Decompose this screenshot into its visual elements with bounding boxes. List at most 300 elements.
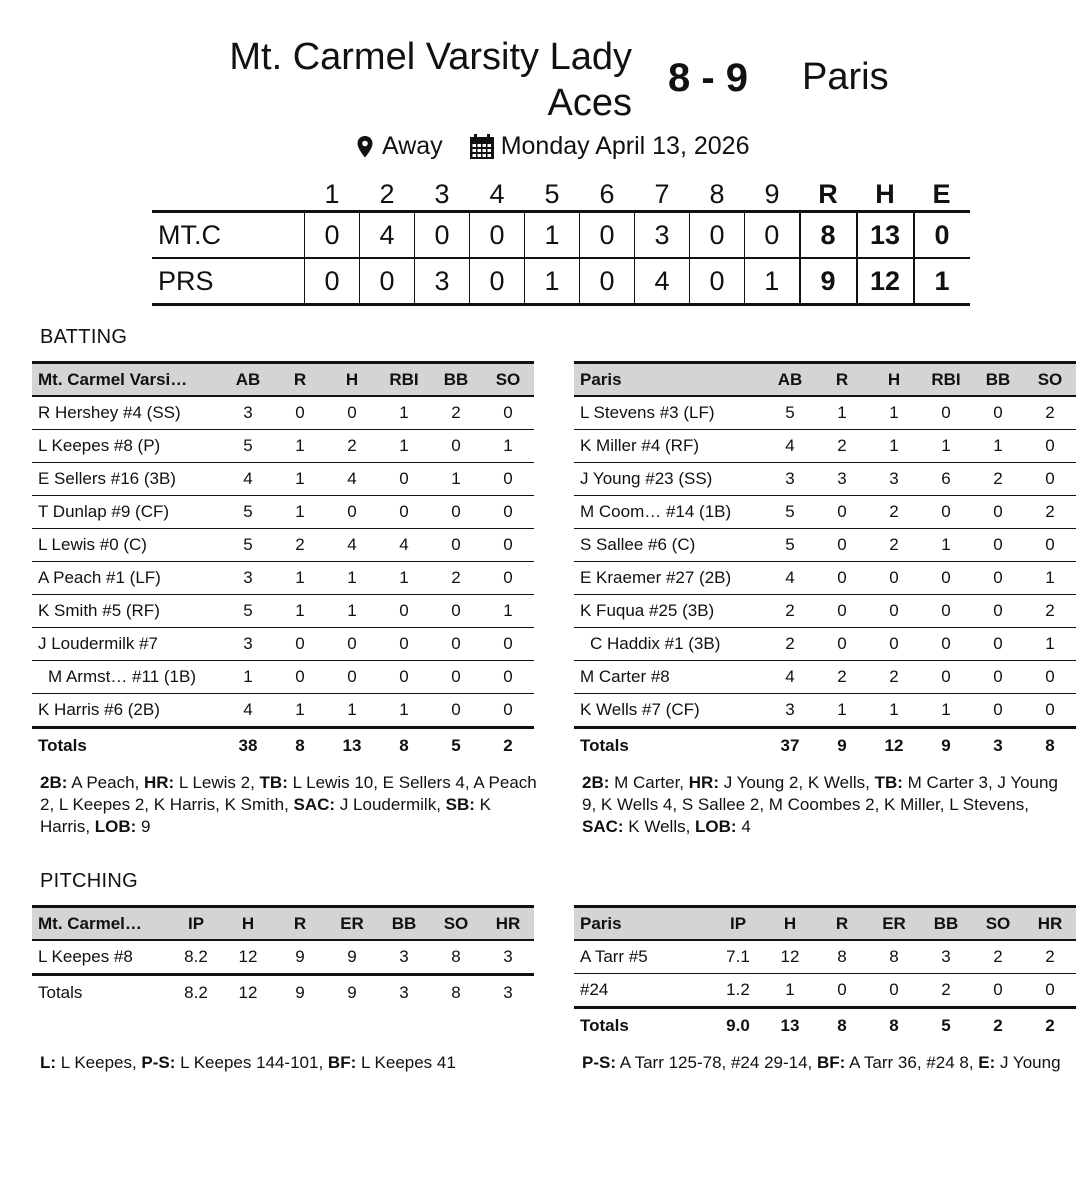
totals-cell: 5: [451, 736, 461, 755]
stat-cell: 0: [378, 463, 430, 496]
note-label: LOB:: [94, 817, 137, 836]
inning-header: 1: [324, 178, 340, 209]
stat-cell: 0: [482, 396, 534, 430]
stat-cell: 1: [378, 396, 430, 430]
stat-column-header: R: [816, 907, 868, 941]
stat-cell: 5: [222, 595, 274, 628]
stat-cell: 2: [1024, 595, 1076, 628]
stat-cell: 2: [1024, 396, 1076, 430]
inning-runs: 0: [690, 212, 745, 259]
stat-column-header: BB: [920, 907, 972, 941]
stat-cell: 1: [274, 463, 326, 496]
totals-cell: 8: [837, 1016, 847, 1035]
stat-column-header: BB: [972, 363, 1024, 397]
table-row: [574, 562, 1076, 595]
stat-cell: 3: [378, 940, 430, 975]
stat-cell: 7.1: [712, 940, 764, 974]
stat-cell: 1: [816, 396, 868, 430]
inning-runs: 4: [360, 212, 415, 259]
stat-column-header: SO: [972, 907, 1024, 941]
stat-cell: 1: [868, 430, 920, 463]
stat-cell: 4: [222, 694, 274, 728]
note-text: L Keepes 41: [356, 1053, 456, 1072]
team-column-header: Mt. Carmel Varsi…: [32, 363, 222, 397]
inning-header: 7: [654, 178, 670, 209]
totals-cell: 9.0: [726, 1016, 750, 1035]
stat-column-header: IP: [170, 907, 222, 941]
table-header-row: [574, 907, 1076, 941]
stat-cell: 0: [1024, 430, 1076, 463]
team-abbrev: MT.C: [152, 212, 305, 259]
team-column-header: Mt. Carmel…: [32, 907, 170, 941]
errors-total: 0: [914, 212, 970, 259]
stat-cell: 0: [430, 595, 482, 628]
note-text: K Wells,: [623, 817, 696, 836]
stat-cell: 0: [482, 529, 534, 562]
totals-cell: 8: [295, 736, 305, 755]
totals-cell: 3: [399, 983, 409, 1002]
stat-column-header: R: [816, 363, 868, 397]
home-batting-notes: [40, 772, 540, 838]
note-text: A Tarr 36, #24 8,: [845, 1053, 979, 1072]
inning-runs: 1: [525, 258, 580, 305]
stat-cell: 1: [378, 562, 430, 595]
note-label: SAC:: [293, 795, 336, 814]
totals-cell: 8: [399, 736, 409, 755]
note-label: 2B:: [582, 773, 610, 792]
away-batting-notes: [582, 772, 1072, 838]
stat-cell: 0: [326, 628, 378, 661]
stat-cell: 1: [274, 496, 326, 529]
table-row: [574, 628, 1076, 661]
home-team-title: Mt. Carmel Varsity Lady Aces: [229, 36, 632, 124]
inning-runs: 0: [580, 258, 635, 305]
stat-cell: 3: [222, 396, 274, 430]
stat-cell: 12: [222, 940, 274, 975]
note-text: A Peach,: [67, 773, 144, 792]
runs-total: 8: [800, 212, 857, 259]
stat-cell: 2: [920, 974, 972, 1008]
stat-cell: 3: [816, 463, 868, 496]
stat-cell: 0: [482, 496, 534, 529]
stat-cell: 3: [482, 940, 534, 975]
stat-cell: 0: [1024, 694, 1076, 728]
stat-column-header: ER: [326, 907, 378, 941]
runs-header: R: [818, 178, 838, 209]
away-pitching-table: [574, 905, 1076, 1043]
stat-cell: 5: [222, 496, 274, 529]
stat-cell: 5: [222, 529, 274, 562]
stat-cell: 0: [378, 496, 430, 529]
final-score: 8 - 9: [668, 56, 749, 100]
table-row: [574, 529, 1076, 562]
stat-cell: 1: [378, 430, 430, 463]
stat-cell: 0: [326, 396, 378, 430]
table-row: [32, 496, 534, 529]
stat-cell: 4: [326, 463, 378, 496]
stat-cell: 0: [378, 595, 430, 628]
home-pitching-table: [32, 905, 534, 1010]
note-label: 2B:: [40, 773, 68, 792]
stat-cell: 0: [816, 595, 868, 628]
inning-runs: 0: [470, 212, 525, 259]
note-text: L Keepes 144-101,: [175, 1053, 328, 1072]
stat-cell: 9: [274, 940, 326, 975]
totals-cell: 13: [780, 1016, 800, 1035]
stat-cell: 2: [764, 595, 816, 628]
totals-row: [32, 728, 534, 764]
stat-cell: 0: [1024, 661, 1076, 694]
stat-cell: 0: [920, 396, 972, 430]
stat-cell: 0: [920, 628, 972, 661]
table-row: [32, 940, 534, 975]
stat-cell: 0: [482, 694, 534, 728]
stat-cell: 0: [816, 628, 868, 661]
table-row: [574, 595, 1076, 628]
stat-cell: 0: [430, 529, 482, 562]
hits-total: 13: [857, 212, 914, 259]
stat-column-header: RBI: [920, 363, 972, 397]
stat-cell: 8: [816, 940, 868, 974]
totals-label: Totals: [38, 983, 83, 1002]
stat-cell: 1: [920, 430, 972, 463]
totals-cell: 12: [884, 736, 904, 755]
player-name: M Armst… #11 (1B): [32, 661, 222, 694]
stat-cell: 0: [816, 974, 868, 1008]
stat-cell: 0: [430, 430, 482, 463]
player-name: C Haddix #1 (3B): [574, 628, 764, 661]
stat-cell: 0: [972, 628, 1024, 661]
stat-cell: 6: [920, 463, 972, 496]
stat-column-header: R: [274, 907, 326, 941]
stat-cell: 2: [972, 463, 1024, 496]
stat-cell: 8.2: [170, 940, 222, 975]
note-text: L Lewis 10, E Sellers 4, A Peach 2, L Keepes 2, K Harris, K Smith,: [40, 773, 537, 814]
player-name: J Loudermilk #7: [32, 628, 222, 661]
totals-cell: 2: [993, 1016, 1003, 1035]
player-name: K Miller #4 (RF): [574, 430, 764, 463]
table-row: [574, 974, 1076, 1008]
stat-cell: 0: [274, 396, 326, 430]
team-column-header: Paris: [574, 363, 764, 397]
home-batting-table: [32, 361, 534, 763]
table-row: [574, 496, 1076, 529]
stat-cell: 0: [868, 562, 920, 595]
stat-cell: 0: [972, 396, 1024, 430]
stat-cell: 4: [764, 430, 816, 463]
player-name: #24: [574, 974, 712, 1008]
inning-runs: 0: [580, 212, 635, 259]
stat-cell: 2: [868, 529, 920, 562]
player-name: K Smith #5 (RF): [32, 595, 222, 628]
player-name: A Peach #1 (LF): [32, 562, 222, 595]
inning-runs: 1: [745, 258, 800, 305]
pitching-section-label: PITCHING: [40, 870, 138, 892]
stat-column-header: AB: [764, 363, 816, 397]
errors-header: E: [932, 178, 951, 209]
stat-cell: 2: [1024, 940, 1076, 974]
player-name: L Keepes #8: [32, 940, 170, 975]
stat-cell: 1: [482, 430, 534, 463]
stat-cell: 1: [972, 430, 1024, 463]
stat-cell: 1: [1024, 562, 1076, 595]
stat-cell: 2: [326, 430, 378, 463]
inning-runs: 0: [305, 212, 360, 259]
stat-cell: 5: [764, 396, 816, 430]
stat-column-header: BB: [430, 363, 482, 397]
stat-cell: 0: [274, 628, 326, 661]
stat-cell: 1: [274, 694, 326, 728]
stat-cell: 8: [430, 940, 482, 975]
stat-column-header: H: [764, 907, 816, 941]
stat-cell: 2: [816, 661, 868, 694]
note-label: HR:: [143, 773, 175, 792]
stat-column-header: IP: [712, 907, 764, 941]
note-label: TB:: [259, 773, 288, 792]
note-text: 4: [736, 817, 751, 836]
stat-cell: 5: [222, 430, 274, 463]
stat-cell: 4: [222, 463, 274, 496]
player-name: R Hershey #4 (SS): [32, 396, 222, 430]
stat-column-header: HR: [1024, 907, 1076, 941]
stat-cell: 1: [274, 562, 326, 595]
stat-cell: 0: [972, 496, 1024, 529]
player-name: J Young #23 (SS): [574, 463, 764, 496]
stat-column-header: H: [222, 907, 274, 941]
inning-runs: 0: [360, 258, 415, 305]
stat-cell: 1: [1024, 628, 1076, 661]
player-name: T Dunlap #9 (CF): [32, 496, 222, 529]
table-header-row: [32, 907, 534, 941]
stat-cell: 0: [920, 496, 972, 529]
note-text: K Harris,: [40, 795, 491, 836]
stat-cell: 0: [1024, 529, 1076, 562]
stat-cell: 1.2: [712, 974, 764, 1008]
stat-cell: 1: [430, 463, 482, 496]
stat-cell: 0: [430, 496, 482, 529]
table-row: [574, 396, 1076, 430]
home-pitching-notes: [40, 1052, 540, 1074]
totals-row: [574, 728, 1076, 764]
note-label: L:: [40, 1053, 57, 1072]
stat-cell: 4: [326, 529, 378, 562]
stat-column-header: SO: [482, 363, 534, 397]
note-label: BF:: [327, 1053, 357, 1072]
stat-cell: 0: [816, 562, 868, 595]
note-label: SB:: [445, 795, 475, 814]
inning-runs: 3: [415, 258, 470, 305]
note-label: E:: [978, 1053, 996, 1072]
batting-section-label: BATTING: [40, 326, 128, 348]
stat-cell: 3: [868, 463, 920, 496]
stat-cell: 0: [1024, 974, 1076, 1008]
note-text: J Loudermilk,: [335, 795, 446, 814]
stat-cell: 0: [482, 661, 534, 694]
note-text: L Lewis 2,: [174, 773, 260, 792]
inning-runs: 0: [470, 258, 525, 305]
table-row: [574, 463, 1076, 496]
player-name: S Sallee #6 (C): [574, 529, 764, 562]
stat-cell: 0: [972, 974, 1024, 1008]
stat-cell: 1: [274, 430, 326, 463]
totals-cell: 9: [347, 983, 357, 1002]
player-name: E Sellers #16 (3B): [32, 463, 222, 496]
stat-cell: 0: [868, 628, 920, 661]
stat-cell: 0: [920, 595, 972, 628]
stat-cell: 1: [326, 694, 378, 728]
stat-column-header: AB: [222, 363, 274, 397]
stat-cell: 0: [378, 661, 430, 694]
stat-cell: 2: [430, 396, 482, 430]
inning-runs: 0: [415, 212, 470, 259]
stat-cell: 3: [920, 940, 972, 974]
stat-cell: 0: [972, 661, 1024, 694]
totals-cell: 9: [295, 983, 305, 1002]
player-name: L Lewis #0 (C): [32, 529, 222, 562]
inning-runs: 1: [525, 212, 580, 259]
totals-cell: 8: [1045, 736, 1055, 755]
table-header-row: [32, 363, 534, 397]
player-name: M Carter #8: [574, 661, 764, 694]
stat-cell: 0: [816, 496, 868, 529]
hits-total: 12: [857, 258, 914, 305]
player-name: E Kraemer #27 (2B): [574, 562, 764, 595]
inning-header: 6: [599, 178, 615, 209]
note-text: M Carter,: [609, 773, 689, 792]
totals-cell: 12: [238, 983, 258, 1002]
table-row: [574, 940, 1076, 974]
table-row: [32, 529, 534, 562]
note-label: BF:: [817, 1053, 846, 1072]
table-row: [32, 463, 534, 496]
line-score-row: [152, 212, 970, 259]
table-header-row: [574, 363, 1076, 397]
stat-cell: 0: [972, 694, 1024, 728]
table-row: [32, 694, 534, 728]
stat-cell: 9: [326, 940, 378, 975]
team-column-header: Paris: [574, 907, 712, 941]
stat-cell: 0: [326, 496, 378, 529]
stat-cell: 1: [274, 595, 326, 628]
stat-cell: 0: [378, 628, 430, 661]
totals-label: Totals: [580, 1016, 629, 1035]
game-date: Monday April 13, 2026: [500, 132, 750, 160]
totals-cell: 3: [503, 983, 513, 1002]
stat-column-header: SO: [1024, 363, 1076, 397]
totals-label: Totals: [580, 736, 629, 755]
stat-cell: 2: [764, 628, 816, 661]
totals-cell: 13: [342, 736, 362, 755]
inning-header: 5: [544, 178, 560, 209]
stat-cell: 5: [764, 496, 816, 529]
totals-cell: 2: [503, 736, 513, 755]
stat-cell: 0: [430, 694, 482, 728]
note-label: SAC:: [582, 817, 624, 836]
stat-cell: 0: [920, 661, 972, 694]
stat-cell: 1: [816, 694, 868, 728]
totals-cell: 2: [1045, 1016, 1055, 1035]
stat-cell: 4: [764, 562, 816, 595]
stat-cell: 0: [482, 562, 534, 595]
stat-cell: 1: [482, 595, 534, 628]
stat-cell: 1: [326, 562, 378, 595]
note-text: A Tarr 125-78, #24 29-14,: [616, 1053, 817, 1072]
stat-cell: 0: [430, 628, 482, 661]
stat-cell: 1: [868, 694, 920, 728]
stat-cell: 0: [972, 562, 1024, 595]
totals-cell: 8.2: [184, 983, 208, 1002]
note-text: M Carter 3, J Young 9, K Wells 4, S Sallee 2, M Coombes 2, K Miller, L Stevens,: [582, 773, 1058, 814]
note-label: LOB:: [695, 817, 737, 836]
table-row: [574, 694, 1076, 728]
totals-label: Totals: [38, 736, 87, 755]
totals-cell: 8: [451, 983, 461, 1002]
stat-cell: 0: [868, 595, 920, 628]
stat-column-header: RBI: [378, 363, 430, 397]
note-text: L Keepes,: [56, 1053, 142, 1072]
inning-header: 9: [764, 178, 780, 209]
stat-column-header: H: [868, 363, 920, 397]
stat-column-header: R: [274, 363, 326, 397]
stat-cell: 1: [920, 694, 972, 728]
away-pitching-notes: [582, 1052, 1072, 1074]
table-row: [32, 661, 534, 694]
stat-cell: 0: [1024, 463, 1076, 496]
stat-cell: 2: [868, 661, 920, 694]
player-name: A Tarr #5: [574, 940, 712, 974]
stat-cell: 0: [972, 529, 1024, 562]
line-score-table: [152, 178, 970, 306]
inning-runs: 4: [635, 258, 690, 305]
line-score-header: [152, 178, 970, 212]
totals-cell: 5: [941, 1016, 951, 1035]
stat-cell: 2: [430, 562, 482, 595]
stat-cell: 5: [764, 529, 816, 562]
stat-cell: 0: [274, 661, 326, 694]
stat-cell: 3: [764, 694, 816, 728]
note-label: HR:: [688, 773, 719, 792]
stat-cell: 2: [972, 940, 1024, 974]
table-row: [32, 628, 534, 661]
inning-runs: 0: [745, 212, 800, 259]
location-label: Away: [382, 132, 443, 160]
totals-row: [574, 1008, 1076, 1044]
stat-cell: 3: [764, 463, 816, 496]
stat-column-header: ER: [868, 907, 920, 941]
table-row: [32, 396, 534, 430]
stat-cell: 0: [430, 661, 482, 694]
stat-cell: 1: [764, 974, 816, 1008]
hits-header: H: [875, 178, 895, 209]
totals-cell: 38: [238, 736, 258, 755]
stat-cell: 1: [920, 529, 972, 562]
player-name: K Fuqua #25 (3B): [574, 595, 764, 628]
player-name: K Harris #6 (2B): [32, 694, 222, 728]
game-meta: [356, 132, 749, 161]
stat-cell: 2: [816, 430, 868, 463]
away-batting-table: [574, 361, 1076, 763]
inning-header: 8: [709, 178, 725, 209]
line-score-row: [152, 258, 970, 305]
note-text: J Young: [995, 1053, 1061, 1072]
stat-column-header: BB: [378, 907, 430, 941]
away-team-title: Paris: [802, 56, 889, 98]
inning-runs: 0: [305, 258, 360, 305]
totals-cell: 8: [889, 1016, 899, 1035]
note-label: P-S:: [582, 1053, 616, 1072]
runs-total: 9: [800, 258, 857, 305]
totals-row: [32, 975, 534, 1011]
